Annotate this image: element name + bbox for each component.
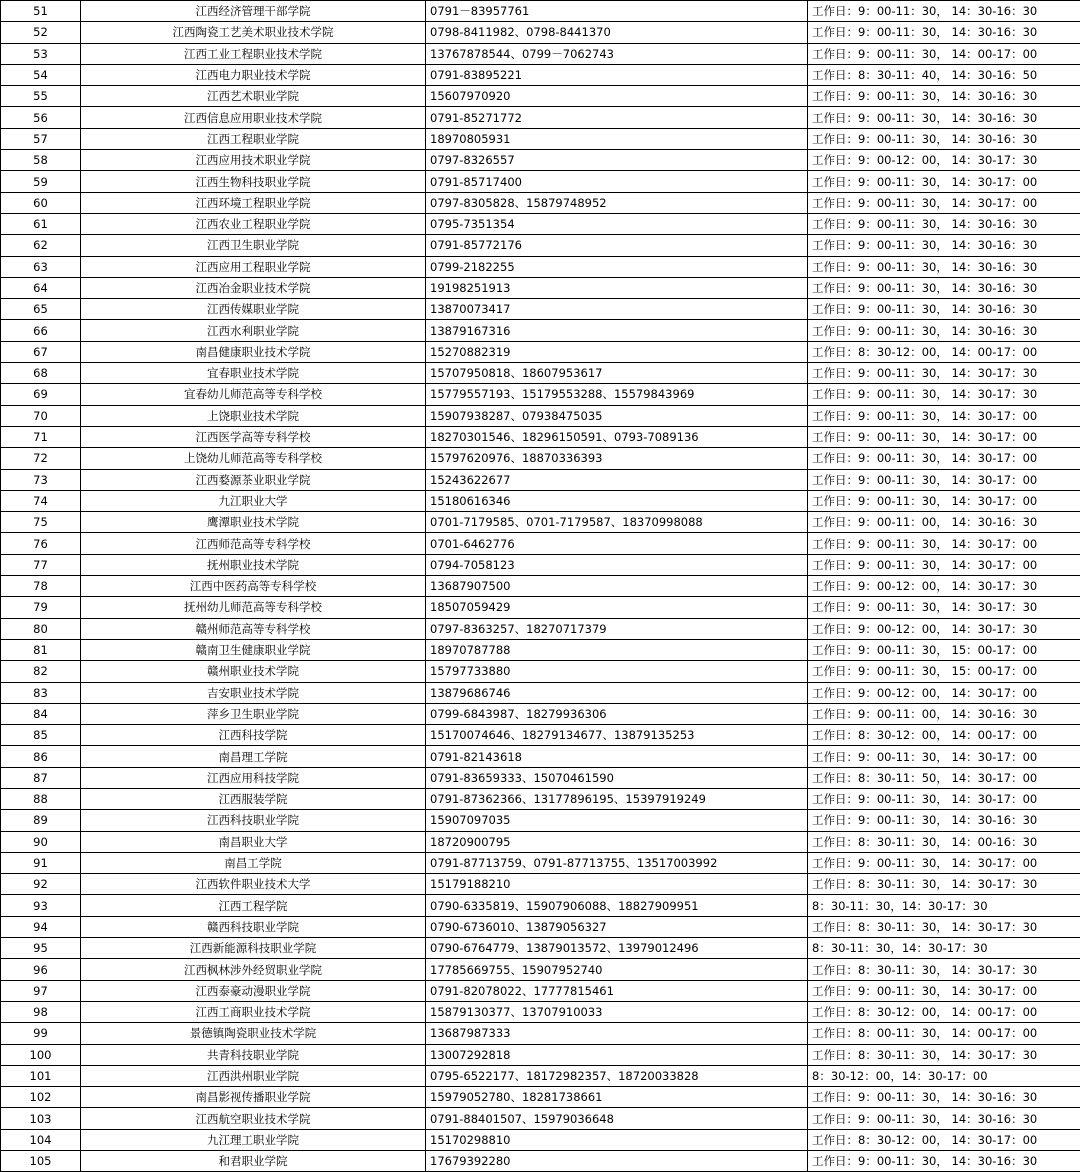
row-number: 69 [1, 384, 81, 405]
table-row [1, 192, 1080, 213]
contact-phone: 13767878544、0799－7062743 [426, 43, 808, 64]
row-number: 82 [1, 661, 81, 682]
contact-phone: 0791-87713759、0791-87713755、13517003992 [426, 852, 808, 873]
contact-phone: 15779557193、15179553288、15579843969 [426, 384, 808, 405]
school-name: 江西应用技术职业学院 [81, 150, 426, 171]
row-number: 88 [1, 788, 81, 809]
row-number: 87 [1, 767, 81, 788]
school-name: 江西新能源科技职业学院 [81, 938, 426, 959]
contact-phone: 0791-85717400 [426, 171, 808, 192]
school-name: 江西科技职业学院 [81, 810, 426, 831]
row-number: 101 [1, 1065, 81, 1086]
contact-phone: 18720900795 [426, 831, 808, 852]
office-hours: 工作日：9：00-11：00， 14：30-16：30 [808, 703, 1080, 724]
office-hours: 工作日：9：00-11：30， 14：30-17：30 [808, 384, 1080, 405]
table-row [1, 554, 1080, 575]
office-hours: 8：30-12：00，14：30-17：00 [808, 1065, 1080, 1086]
contact-phone: 0791-83895221 [426, 64, 808, 85]
row-number: 84 [1, 703, 81, 724]
school-name: 江西陶瓷工艺美术职业技术学院 [81, 22, 426, 43]
office-hours: 工作日：8：30-12：00， 14：00-17：00 [808, 725, 1080, 746]
table-row [1, 533, 1080, 554]
contact-phone: 13879167316 [426, 320, 808, 341]
office-hours: 工作日：9：00-11：30， 14：30-16：30 [808, 22, 1080, 43]
contact-phone: 0798-8411982、0798-8441370 [426, 22, 808, 43]
row-number: 94 [1, 916, 81, 937]
office-hours: 工作日：9：00-11：30， 14：30-17：30 [808, 363, 1080, 384]
school-name: 江西环境工程职业学院 [81, 192, 426, 213]
school-name: 抚州职业技术学院 [81, 554, 426, 575]
contact-phone: 0790-6335819、15907906088、18827909951 [426, 895, 808, 916]
row-number: 59 [1, 171, 81, 192]
table-row [1, 405, 1080, 426]
school-name: 江西科技学院 [81, 725, 426, 746]
contact-phone: 15797733880 [426, 661, 808, 682]
school-name: 南昌影视传播职业学院 [81, 1087, 426, 1108]
school-name: 上饶职业技术学院 [81, 405, 426, 426]
school-name: 共青科技职业学院 [81, 1044, 426, 1065]
office-hours: 工作日：9：00-12：00， 14：30-17：00 [808, 682, 1080, 703]
office-hours: 工作日：8：30-12：00， 14：00-17：00 [808, 1001, 1080, 1022]
contact-phone: 15879130377、13707910033 [426, 1001, 808, 1022]
office-hours: 工作日：9：00-11：30， 14：30-17：30 [808, 597, 1080, 618]
school-name: 赣西科技职业学院 [81, 916, 426, 937]
office-hours: 8：30-11：30，14：30-17：30 [808, 895, 1080, 916]
office-hours: 工作日：9：00-12：00， 14：30-17：30 [808, 576, 1080, 597]
row-number: 74 [1, 490, 81, 511]
office-hours: 工作日：9：00-11：30， 14：30-16：30 [808, 810, 1080, 831]
office-hours: 工作日：9：00-11：30， 14：30-16：30 [808, 235, 1080, 256]
table-row [1, 320, 1080, 341]
school-name: 江西生物科技职业学院 [81, 171, 426, 192]
table-row [1, 213, 1080, 234]
row-number: 54 [1, 64, 81, 85]
table-row [1, 64, 1080, 85]
office-hours: 工作日：9：00-11：30， 14：30-17：00 [808, 192, 1080, 213]
row-number: 77 [1, 554, 81, 575]
table-row [1, 384, 1080, 405]
row-number: 70 [1, 405, 81, 426]
row-number: 71 [1, 426, 81, 447]
school-name: 江西软件职业技术大学 [81, 874, 426, 895]
office-hours: 工作日：9：00-11：30， 14：30-16：30 [808, 107, 1080, 128]
office-hours: 工作日：9：00-11：30， 15：00-17：00 [808, 661, 1080, 682]
contact-phone: 0791-85772176 [426, 235, 808, 256]
table-row [1, 980, 1080, 1001]
table-row [1, 128, 1080, 149]
office-hours: 工作日：9：00-11：30， 14：00-17：00 [808, 43, 1080, 64]
table-row [1, 703, 1080, 724]
office-hours: 工作日：8：30-12：00， 14：00-17：00 [808, 341, 1080, 362]
contact-phone: 19198251913 [426, 277, 808, 298]
school-name: 江西工业工程职业技术学院 [81, 43, 426, 64]
table-row [1, 938, 1080, 959]
row-number: 64 [1, 277, 81, 298]
office-hours: 工作日：9：00-11：30， 14：30-17：00 [808, 980, 1080, 1001]
row-number: 65 [1, 299, 81, 320]
row-number: 98 [1, 1001, 81, 1022]
school-name: 吉安职业技术学院 [81, 682, 426, 703]
table-row [1, 810, 1080, 831]
contact-phone: 18270301546、18296150591、0793-7089136 [426, 426, 808, 447]
row-number: 91 [1, 852, 81, 873]
row-number: 55 [1, 86, 81, 107]
table-row [1, 959, 1080, 980]
office-hours: 工作日：8：00-11：30， 14：00-17：00 [808, 1023, 1080, 1044]
row-number: 80 [1, 618, 81, 639]
table-row [1, 767, 1080, 788]
table-row [1, 277, 1080, 298]
contact-phone: 17679392280 [426, 1151, 808, 1172]
row-number: 102 [1, 1087, 81, 1108]
school-name: 抚州幼儿师范高等专科学校 [81, 597, 426, 618]
row-number: 90 [1, 831, 81, 852]
row-number: 85 [1, 725, 81, 746]
contact-phone: 18507059429 [426, 597, 808, 618]
contact-phone: 13007292818 [426, 1044, 808, 1065]
office-hours: 工作日：9：00-11：30， 14：30-17：00 [808, 490, 1080, 511]
office-hours: 工作日：8：30-11：40， 14：30-16：50 [808, 64, 1080, 85]
office-hours: 工作日：8：30-11：30， 14：30-17：30 [808, 916, 1080, 937]
office-hours: 工作日：9：00-11：30， 14：30-17：00 [808, 426, 1080, 447]
row-number: 73 [1, 469, 81, 490]
row-number: 62 [1, 235, 81, 256]
row-number: 83 [1, 682, 81, 703]
contact-phone: 15707950818、18607953617 [426, 363, 808, 384]
table-row [1, 682, 1080, 703]
contact-phone: 17785669755、15907952740 [426, 959, 808, 980]
school-name: 江西经济管理干部学院 [81, 1, 426, 22]
school-name: 宜春幼儿师范高等专科学校 [81, 384, 426, 405]
table-row [1, 895, 1080, 916]
table-row [1, 725, 1080, 746]
office-hours: 工作日：8：30-11：30， 14：00-16：30 [808, 831, 1080, 852]
contact-phone: 0797-8326557 [426, 150, 808, 171]
school-name: 江西工程职业学院 [81, 128, 426, 149]
row-number: 93 [1, 895, 81, 916]
table-row [1, 235, 1080, 256]
office-hours: 工作日：8：30-11：30， 14：30-17：30 [808, 1044, 1080, 1065]
contact-phone: 0790-6764779、13879013572、13979012496 [426, 938, 808, 959]
office-hours: 工作日：9：00-12：00， 14：30-17：30 [808, 618, 1080, 639]
table-row [1, 363, 1080, 384]
school-name: 江西卫生职业学院 [81, 235, 426, 256]
row-number: 67 [1, 341, 81, 362]
office-hours: 工作日：8：30-11：50， 14：30-17：00 [808, 767, 1080, 788]
row-number: 103 [1, 1108, 81, 1129]
contact-phone: 0791-87362366、13177896195、15397919249 [426, 788, 808, 809]
contact-phone: 15170298810 [426, 1129, 808, 1150]
table-row [1, 1108, 1080, 1129]
office-hours: 工作日：9：00-11：30， 14：30-17：00 [808, 448, 1080, 469]
contact-phone: 0790-6736010、13879056327 [426, 916, 808, 937]
contact-phone: 15180616346 [426, 490, 808, 511]
school-name: 江西服装学院 [81, 788, 426, 809]
office-hours: 工作日：9：00-11：30， 14：30-16：30 [808, 86, 1080, 107]
school-name: 江西枫林涉外经贸职业学院 [81, 959, 426, 980]
table-row [1, 256, 1080, 277]
school-name: 江西洪州职业学院 [81, 1065, 426, 1086]
school-name: 南昌理工学院 [81, 746, 426, 767]
school-name: 南昌健康职业技术学院 [81, 341, 426, 362]
contact-phone: 13687987333 [426, 1023, 808, 1044]
school-name: 景德镇陶瓷职业技术学院 [81, 1023, 426, 1044]
school-name: 宜春职业技术学院 [81, 363, 426, 384]
row-number: 78 [1, 576, 81, 597]
row-number: 95 [1, 938, 81, 959]
table-row [1, 171, 1080, 192]
contact-phone: 15797620976、18870336393 [426, 448, 808, 469]
office-hours: 工作日：9：00-11：30， 14：30-16：30 [808, 1108, 1080, 1129]
row-number: 97 [1, 980, 81, 1001]
office-hours: 工作日：9：00-11：30， 14：30-16：30 [808, 128, 1080, 149]
row-number: 52 [1, 22, 81, 43]
contact-phone: 15607970920 [426, 86, 808, 107]
table-row [1, 1044, 1080, 1065]
office-hours: 工作日：9：00-11：30， 14：30-16：30 [808, 277, 1080, 298]
contact-phone: 0701-7179585、0701-7179587、18370998088 [426, 512, 808, 533]
table-row [1, 639, 1080, 660]
row-number: 66 [1, 320, 81, 341]
contact-phone: 0791-82143618 [426, 746, 808, 767]
table-row [1, 1087, 1080, 1108]
table-row [1, 86, 1080, 107]
school-name: 和君职业学院 [81, 1151, 426, 1172]
table-row [1, 618, 1080, 639]
school-name: 九江理工职业学院 [81, 1129, 426, 1150]
row-number: 79 [1, 597, 81, 618]
school-name: 江西信息应用职业技术学院 [81, 107, 426, 128]
office-hours: 8：30-11：30，14：30-17：30 [808, 938, 1080, 959]
office-hours: 工作日：9：00-11：30， 14：30-17：00 [808, 554, 1080, 575]
contact-phone: 0701-6462776 [426, 533, 808, 554]
row-number: 60 [1, 192, 81, 213]
contact-phone: 0791-83659333、15070461590 [426, 767, 808, 788]
contact-phone: 0794-7058123 [426, 554, 808, 575]
table-row [1, 1129, 1080, 1150]
table-row [1, 1, 1080, 22]
office-hours: 工作日：9：00-11：30， 14：30-16：30 [808, 256, 1080, 277]
table-row [1, 512, 1080, 533]
table-row [1, 1151, 1080, 1172]
table-body [1, 1, 1080, 1172]
contact-phone: 0799-6843987、18279936306 [426, 703, 808, 724]
contact-phone: 15907938287、07938475035 [426, 405, 808, 426]
row-number: 96 [1, 959, 81, 980]
table-row [1, 661, 1080, 682]
table-row [1, 426, 1080, 447]
contact-phone: 0795-7351354 [426, 213, 808, 234]
contact-phone: 0791－83957761 [426, 1, 808, 22]
contact-phone: 15907097035 [426, 810, 808, 831]
school-name: 南昌职业大学 [81, 831, 426, 852]
school-name: 鹰潭职业技术学院 [81, 512, 426, 533]
office-hours: 工作日：9：00-12：00， 14：30-17：30 [808, 150, 1080, 171]
table-row [1, 576, 1080, 597]
office-hours: 工作日：9：00-11：00， 14：30-16：30 [808, 512, 1080, 533]
office-hours: 工作日：9：00-11：30， 14：30-17：00 [808, 852, 1080, 873]
office-hours: 工作日：9：00-11：30， 14：30-16：30 [808, 320, 1080, 341]
office-hours: 工作日：9：00-11：30， 14：30-16：30 [808, 213, 1080, 234]
school-name: 赣南卫生健康职业学院 [81, 639, 426, 660]
school-name: 萍乡卫生职业学院 [81, 703, 426, 724]
row-number: 53 [1, 43, 81, 64]
contact-phone: 15170074646、18279134677、13879135253 [426, 725, 808, 746]
school-name: 赣州职业技术学院 [81, 661, 426, 682]
school-name: 上饶幼儿师范高等专科学校 [81, 448, 426, 469]
table-row [1, 43, 1080, 64]
table-row [1, 788, 1080, 809]
table-row [1, 341, 1080, 362]
table-row [1, 852, 1080, 873]
contact-phone: 0791-85271772 [426, 107, 808, 128]
school-name: 江西水利职业学院 [81, 320, 426, 341]
office-hours: 工作日：9：00-11：30， 14：30-17：00 [808, 469, 1080, 490]
contact-phone: 0797-8363257、18270717379 [426, 618, 808, 639]
contact-phone: 18970805931 [426, 128, 808, 149]
row-number: 61 [1, 213, 81, 234]
school-name: 江西艺术职业学院 [81, 86, 426, 107]
table-row [1, 831, 1080, 852]
row-number: 104 [1, 1129, 81, 1150]
school-name: 江西应用科技学院 [81, 767, 426, 788]
row-number: 58 [1, 150, 81, 171]
contact-phone: 0791-82078022、17777815461 [426, 980, 808, 1001]
school-name: 江西航空职业技术学院 [81, 1108, 426, 1129]
contact-phone: 0799-2182255 [426, 256, 808, 277]
table-row [1, 490, 1080, 511]
school-name: 江西师范高等专科学校 [81, 533, 426, 554]
office-hours: 工作日：9：00-11：30， 14：30-17：00 [808, 533, 1080, 554]
school-name: 江西农业工程职业学院 [81, 213, 426, 234]
row-number: 56 [1, 107, 81, 128]
contact-phone: 15179188210 [426, 874, 808, 895]
office-hours: 工作日：8：30-12：00， 14：30-17：00 [808, 1129, 1080, 1150]
row-number: 89 [1, 810, 81, 831]
table-row [1, 150, 1080, 171]
school-name: 江西传媒职业学院 [81, 299, 426, 320]
contact-phone: 13870073417 [426, 299, 808, 320]
contact-phone: 15270882319 [426, 341, 808, 362]
contact-phone: 0791-88401507、15979036648 [426, 1108, 808, 1129]
row-number: 72 [1, 448, 81, 469]
contact-phone: 15979052780、18281738661 [426, 1087, 808, 1108]
row-number: 92 [1, 874, 81, 895]
school-name: 江西泰豪动漫职业学院 [81, 980, 426, 1001]
table-row [1, 1001, 1080, 1022]
row-number: 63 [1, 256, 81, 277]
office-hours: 工作日：8：30-11：30， 14：30-17：30 [808, 874, 1080, 895]
contact-phone: 15243622677 [426, 469, 808, 490]
contact-phone: 0795-6522177、18172982357、18720033828 [426, 1065, 808, 1086]
row-number: 51 [1, 1, 81, 22]
row-number: 105 [1, 1151, 81, 1172]
school-name: 江西中医药高等专科学校 [81, 576, 426, 597]
table-row [1, 916, 1080, 937]
row-number: 100 [1, 1044, 81, 1065]
table-row [1, 107, 1080, 128]
table-row [1, 597, 1080, 618]
office-hours: 工作日：9：00-11：30， 14：30-17：00 [808, 746, 1080, 767]
table-row [1, 1023, 1080, 1044]
row-number: 76 [1, 533, 81, 554]
office-hours: 工作日：8：30-11：30， 14：30-17：30 [808, 959, 1080, 980]
school-name: 南昌工学院 [81, 852, 426, 873]
school-name: 江西冶金职业技术学院 [81, 277, 426, 298]
office-hours: 工作日：9：00-11：30， 14：30-17：00 [808, 171, 1080, 192]
school-name: 江西医学高等专科学校 [81, 426, 426, 447]
school-name: 江西工商职业技术学院 [81, 1001, 426, 1022]
row-number: 75 [1, 512, 81, 533]
row-number: 86 [1, 746, 81, 767]
contact-phone: 13687907500 [426, 576, 808, 597]
school-name: 九江职业大学 [81, 490, 426, 511]
contact-phone: 18970787788 [426, 639, 808, 660]
table-row [1, 448, 1080, 469]
table-row [1, 299, 1080, 320]
row-number: 99 [1, 1023, 81, 1044]
school-name: 赣州师范高等专科学校 [81, 618, 426, 639]
school-name: 江西婺源茶业职业学院 [81, 469, 426, 490]
table-row [1, 746, 1080, 767]
row-number: 57 [1, 128, 81, 149]
row-number: 81 [1, 639, 81, 660]
row-number: 68 [1, 363, 81, 384]
school-name: 江西应用工程职业学院 [81, 256, 426, 277]
table-row [1, 1065, 1080, 1086]
office-hours: 工作日：9：00-11：30， 14：30-16：30 [808, 1087, 1080, 1108]
table-row [1, 469, 1080, 490]
contact-phone: 13879686746 [426, 682, 808, 703]
table-row [1, 22, 1080, 43]
office-hours: 工作日：9：00-11：30， 15：00-17：00 [808, 639, 1080, 660]
table-row [1, 874, 1080, 895]
office-hours: 工作日：9：00-11：30， 14：30-16：30 [808, 299, 1080, 320]
contact-phone: 0797-8305828、15879748952 [426, 192, 808, 213]
office-hours: 工作日：9：00-11：30， 14：30-16：30 [808, 1151, 1080, 1172]
school-name: 江西工程学院 [81, 895, 426, 916]
office-hours: 工作日：9：00-11：30， 14：30-16：30 [808, 1, 1080, 22]
office-hours: 工作日：9：00-11：30， 14：30-17：00 [808, 788, 1080, 809]
school-name: 江西电力职业技术学院 [81, 64, 426, 85]
office-hours: 工作日：9：00-11：30， 14：30-17：00 [808, 405, 1080, 426]
